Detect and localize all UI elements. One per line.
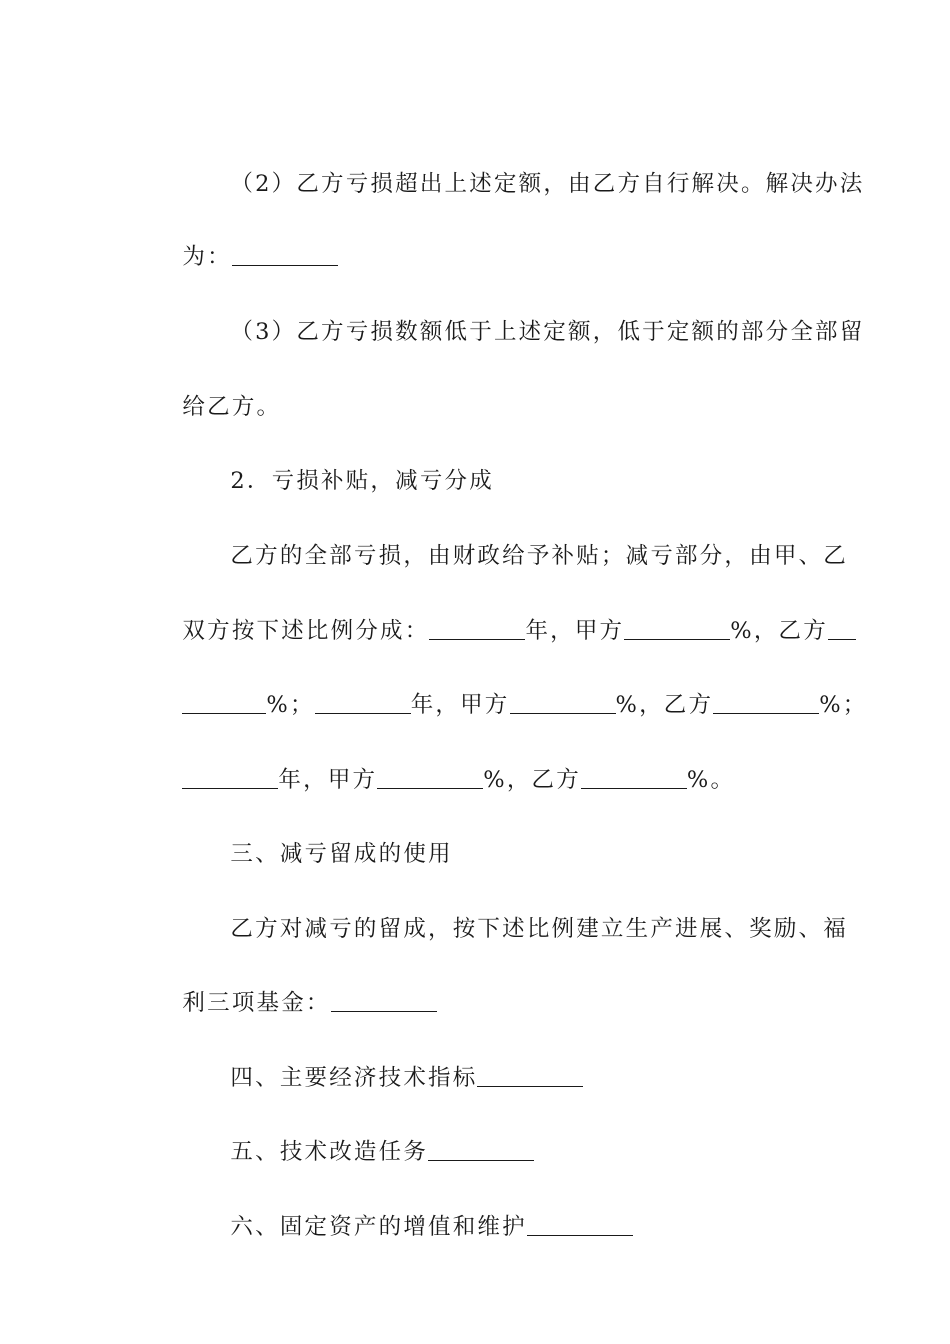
text-year-party-a-3: 年，甲方 bbox=[278, 767, 378, 793]
text-percent-party-b-2: %，乙方 bbox=[615, 692, 714, 718]
text-percent-end-3: %。 bbox=[686, 767, 736, 793]
text-funds-label: 利三项基金： bbox=[182, 990, 331, 1016]
party-b-percent-2-blank[interactable] bbox=[713, 693, 819, 714]
text-percent-party-b-3: %，乙方 bbox=[483, 767, 581, 793]
year-1-blank[interactable] bbox=[429, 619, 525, 640]
text-indicators-heading: 四、主要经济技术指标 bbox=[230, 1065, 478, 1091]
text-tech-reform-heading: 五、技术改造任务 bbox=[230, 1139, 429, 1165]
solution-blank[interactable] bbox=[232, 245, 338, 266]
party-b-percent-3-blank[interactable] bbox=[581, 768, 687, 789]
text-solution-label: 为： bbox=[182, 244, 232, 270]
party-b-percent-1-blank-end[interactable] bbox=[182, 693, 266, 714]
text-year-party-a-2: 年，甲方 bbox=[410, 692, 510, 718]
text-year-party-a-1: 年，甲方 bbox=[525, 618, 625, 644]
text-loss-exceeds: （2）乙方亏损超出上述定额，由乙方自行解决。解决办法 bbox=[230, 171, 865, 197]
text-percent-party-b-1: %，乙方 bbox=[730, 618, 828, 644]
text-loss-below: （3）乙方亏损数额低于上述定额，低于定额的部分全部留 bbox=[230, 319, 865, 345]
fixed-assets-blank[interactable] bbox=[527, 1215, 633, 1236]
text-retention-heading: 三、减亏留成的使用 bbox=[230, 841, 453, 867]
year-2-blank[interactable] bbox=[315, 693, 411, 714]
section-heading-fixed-assets bbox=[193, 1182, 863, 1272]
text-subsidy-heading: 2．亏损补贴，减亏分成 bbox=[230, 468, 494, 494]
text-loss-below-cont: 给乙方。 bbox=[182, 394, 282, 420]
year-3-blank[interactable] bbox=[182, 768, 278, 789]
tech-reform-blank[interactable] bbox=[428, 1140, 534, 1161]
text-percent-end-2: %； bbox=[819, 692, 868, 718]
party-a-percent-3-blank[interactable] bbox=[377, 768, 483, 789]
text-percent-end-1: %； bbox=[266, 692, 315, 718]
text-subsidy: 乙方的全部亏损，由财政给予补贴；减亏部分，由甲、乙 bbox=[230, 543, 848, 569]
funds-blank[interactable] bbox=[331, 991, 437, 1012]
text-fixed-assets-heading: 六、固定资产的增值和维护 bbox=[230, 1214, 527, 1240]
text-ratio-intro: 双方按下述比例分成： bbox=[182, 618, 430, 644]
text-retention: 乙方对减亏的留成，按下述比例建立生产进展、奖励、福 bbox=[230, 916, 848, 942]
indicators-blank[interactable] bbox=[477, 1066, 583, 1087]
party-a-percent-2-blank[interactable] bbox=[510, 693, 616, 714]
party-a-percent-1-blank[interactable] bbox=[624, 619, 730, 640]
party-b-percent-1-blank-start[interactable] bbox=[828, 619, 856, 640]
